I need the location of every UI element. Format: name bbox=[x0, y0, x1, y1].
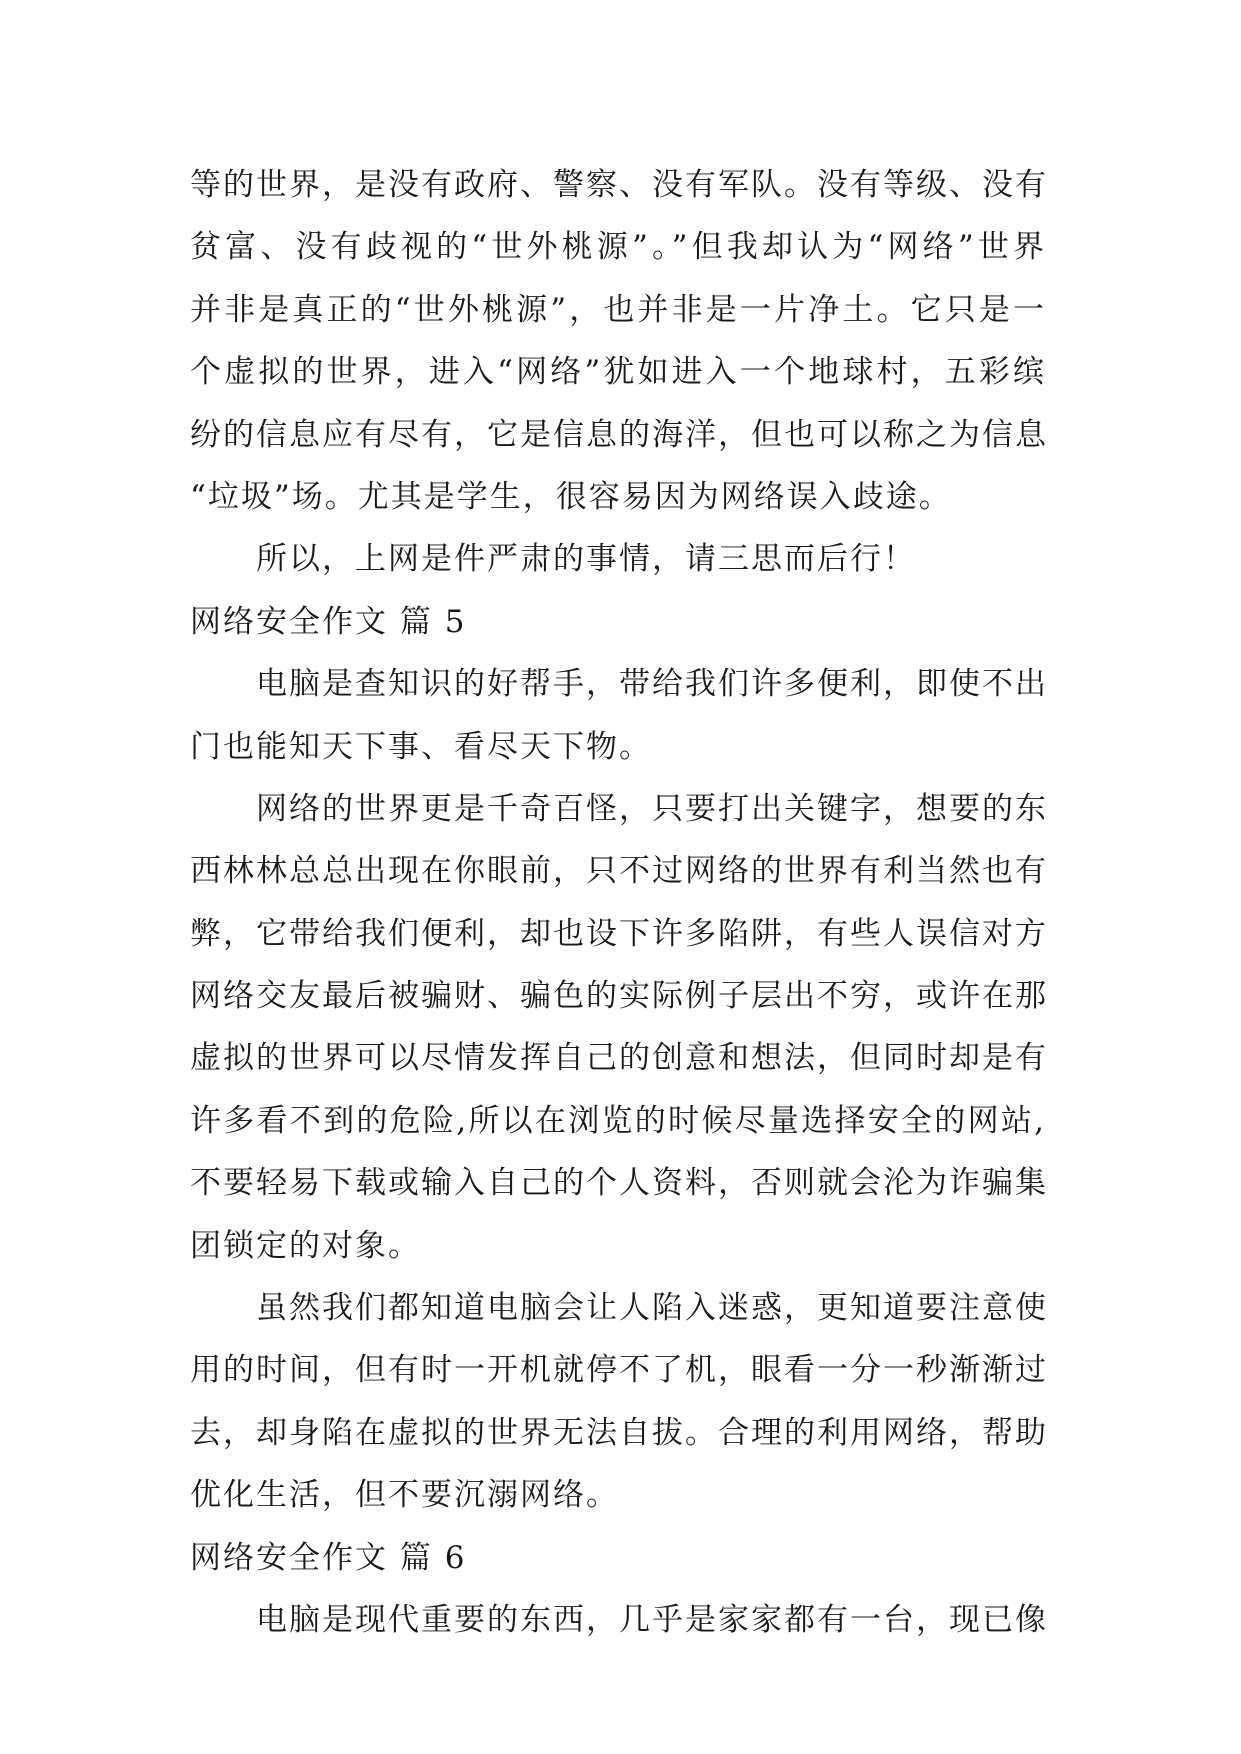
text-line: 虚拟的世界可以尽情发挥自己的创意和想法，但同时却是有 bbox=[190, 1040, 1048, 1077]
document-body bbox=[190, 154, 1046, 1651]
text-line: 门也能知天下事、看尽天下物。 bbox=[190, 728, 652, 765]
text-line: 纷的信息应有尽有，它是信息的海洋，但也可以称之为信息 bbox=[190, 416, 1048, 453]
text-line: 个虚拟的世界，进入“网络”犹如进入一个地球村，五彩缤 bbox=[190, 354, 1046, 391]
paragraph-first-line: 电脑是现代重要的东西，几乎是家家都有一台，现已像 bbox=[256, 1601, 1048, 1638]
text-line: 不要轻易下载或输入自己的个人资料，否则就会沦为诈骗集 bbox=[190, 1165, 1048, 1202]
text-line: 弊，它带给我们便利，却也设下许多陷阱，有些人误信对方 bbox=[190, 915, 1048, 952]
paragraph-first-line: 所以，上网是件严肃的事情，请三思而后行！ bbox=[256, 541, 916, 578]
text-line: 并非是真正的“世外桃源”，也并非是一片净土。它只是一 bbox=[190, 291, 1046, 328]
text-line: “垃圾”场。尤其是学生，很容易因为网络误入歧途。 bbox=[190, 478, 952, 515]
text-line: 等的世界，是没有政府、警察、没有军队。没有等级、没有 bbox=[190, 167, 1048, 203]
text-line: 优化生活，但不要沉溺网络。 bbox=[190, 1477, 619, 1514]
section-heading: 网络安全作文 篇 6 bbox=[190, 1539, 467, 1576]
text-line: 贫富、没有歧视的“世外桃源”。”但我却认为“网络”世界 bbox=[190, 229, 1046, 266]
paragraph-first-line: 虽然我们都知道电脑会让人陷入迷惑，更知道要注意使 bbox=[256, 1290, 1048, 1327]
paragraph-first-line: 电脑是查知识的好帮手，带给我们许多便利，即使不出 bbox=[256, 666, 1048, 703]
text-line: 团锁定的对象。 bbox=[190, 1227, 421, 1264]
text-line: 用的时间，但有时一开机就停不了机，眼看一分一秒渐渐过 bbox=[190, 1352, 1048, 1389]
text-line: 网络交友最后被骗财、骗色的实际例子层出不穷，或许在那 bbox=[190, 978, 1048, 1015]
text-line: 许多看不到的危险,所以在浏览的时候尽量选择安全的网站, bbox=[190, 1102, 1046, 1139]
text-line: 西林林总总出现在你眼前，只不过网络的世界有利当然也有 bbox=[190, 853, 1048, 890]
paragraph-first-line: 网络的世界更是千奇百怪，只要打出关键字，想要的东 bbox=[256, 790, 1048, 827]
section-heading: 网络安全作文 篇 5 bbox=[190, 603, 467, 640]
text-line: 去，却身陷在虚拟的世界无法自拔。合理的利用网络，帮助 bbox=[190, 1414, 1048, 1451]
